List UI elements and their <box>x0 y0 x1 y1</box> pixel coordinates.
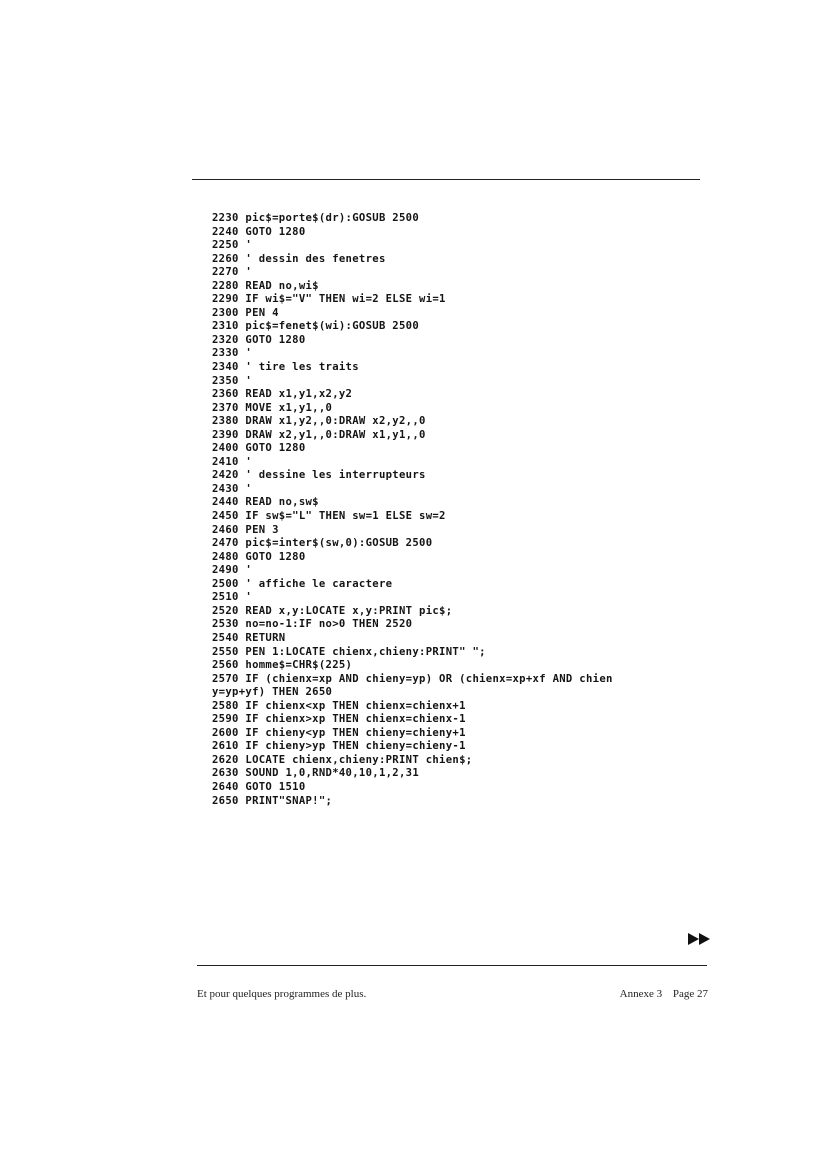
code-line: 2310 pic$=fenet$(wi):GOSUB 2500 <box>212 320 420 333</box>
code-line: 2490 ' <box>212 564 253 577</box>
code-line: 2350 ' <box>212 374 253 387</box>
code-line: 2370 MOVE x1,y1,,0 <box>212 401 333 414</box>
code-line: 2240 GOTO 1280 <box>212 225 306 238</box>
code-line: 2300 PEN 4 <box>212 306 279 319</box>
code-line: 2290 IF wi$="V" THEN wi=2 ELSE wi=1 <box>212 293 446 306</box>
code-line: 2410 ' <box>212 455 253 468</box>
code-line: 2650 PRINT"SNAP!"; <box>212 794 333 807</box>
code-line: y=yp+yf) THEN 2650 <box>212 686 333 699</box>
code-line: 2620 LOCATE chienx,chieny:PRINT chien$; <box>212 753 473 766</box>
basic-listing <box>212 212 712 808</box>
code-line: 2640 GOTO 1510 <box>212 780 306 793</box>
footer-book-title: Et pour quelques programmes de plus. <box>197 988 367 1000</box>
bottom-rule <box>197 965 707 966</box>
code-line: 2450 IF sw$="L" THEN sw=1 ELSE sw=2 <box>212 510 446 523</box>
code-line: 2320 GOTO 1280 <box>212 333 306 346</box>
code-line: 2360 READ x1,y1,x2,y2 <box>212 388 353 401</box>
code-line: 2520 READ x,y:LOCATE x,y:PRINT pic$; <box>212 604 453 617</box>
code-line: 2570 IF (chienx=xp AND chieny=yp) OR (chienx=xp+xf AND chien <box>212 672 613 685</box>
fast-forward-icon <box>688 933 710 945</box>
code-line: 2560 homme$=CHR$(225) <box>212 659 353 672</box>
code-line: 2340 ' tire les traits <box>212 361 359 374</box>
footer-annex-label: Annexe 3 <box>619 988 663 1000</box>
code-line: 2510 ' <box>212 591 253 604</box>
code-line: 2550 PEN 1:LOCATE chienx,chieny:PRINT" "; <box>212 645 486 658</box>
code-line: 2380 DRAW x1,y2,,0:DRAW x2,y2,,0 <box>212 415 426 428</box>
code-line: 2270 ' <box>212 266 253 279</box>
footer-page-number: Page 27 <box>672 988 708 1000</box>
code-line: 2400 GOTO 1280 <box>212 442 306 455</box>
code-line: 2580 IF chienx<xp THEN chienx=chienx+1 <box>212 699 466 712</box>
code-line: 2440 READ no,sw$ <box>212 496 319 509</box>
code-line: 2480 GOTO 1280 <box>212 550 306 563</box>
top-rule <box>192 179 700 180</box>
code-line: 2590 IF chienx>xp THEN chienx=chienx-1 <box>212 713 466 726</box>
code-line: 2610 IF chieny>yp THEN chieny=chieny-1 <box>212 740 466 753</box>
code-line: 2630 SOUND 1,0,RND*40,10,1,2,31 <box>212 767 420 780</box>
code-line: 2330 ' <box>212 347 253 360</box>
code-line: 2260 ' dessin des fenetres <box>212 252 386 265</box>
code-line: 2280 READ no,wi$ <box>212 279 319 292</box>
footer-page-info <box>620 988 708 1000</box>
code-line: 2460 PEN 3 <box>212 523 279 536</box>
code-line: 2500 ' affiche le caractere <box>212 577 393 590</box>
code-line: 2600 IF chieny<yp THEN chieny=chieny+1 <box>212 726 466 739</box>
code-line: 2390 DRAW x2,y1,,0:DRAW x1,y1,,0 <box>212 428 426 441</box>
code-line: 2420 ' dessine les interrupteurs <box>212 469 426 482</box>
code-line: 2530 no=no-1:IF no>0 THEN 2520 <box>212 618 413 631</box>
code-line: 2470 pic$=inter$(sw,0):GOSUB 2500 <box>212 537 433 550</box>
code-line: 2430 ' <box>212 482 253 495</box>
code-line: 2230 pic$=porte$(dr):GOSUB 2500 <box>212 212 420 224</box>
code-line: 2250 ' <box>212 239 253 252</box>
code-line: 2540 RETURN <box>212 631 286 644</box>
